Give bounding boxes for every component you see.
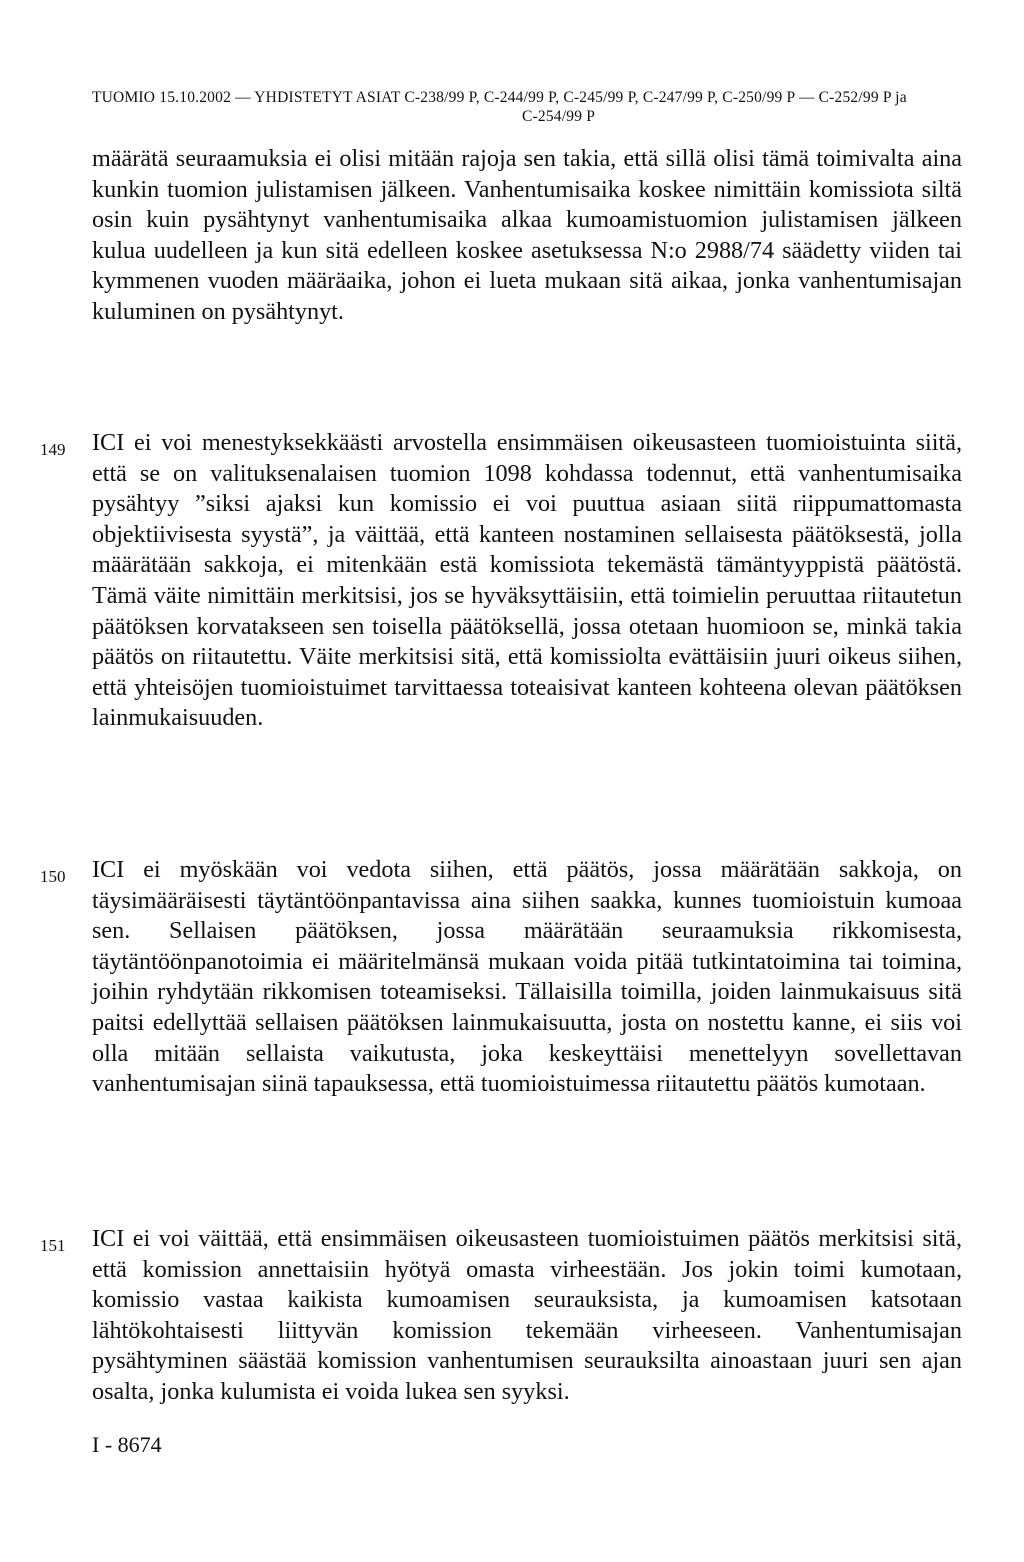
header-line-2: C-254/99 P	[522, 108, 596, 125]
header-line-1: TUOMIO 15.10.2002 — YHDISTETYT ASIAT C-238/99 P, C-244/99 P, C-245/99 P, C-247/99 P, C-250/99 P — C-252/99 P ja	[92, 89, 907, 106]
paragraph-number: 149	[40, 440, 66, 459]
paragraph-number: 151	[40, 1236, 66, 1255]
page-number: I - 8674	[92, 1432, 162, 1457]
paragraph-151-text: ICI ei voi väittää, että ensimmäisen oikeusasteen tuomioistuimen päätös merkitsisi sitä, että komission annettaisiin hyötyä omasta virheestään. Jos jokin toimi kumotaan, komissio vastaa kaikista kumoamisen seurauksista, ja kumoamisen katsotaan lähtökohtaisesti liittyvän komission tekemään virheeseen. Vanhentumisajan pysähtyminen säästää komission vanhentumisen seurauksilta ainoastaan juuri sen ajan osalta, jonka kulumista ei voida lukea sen syyksi.	[92, 1225, 962, 1405]
paragraph-149-text: ICI ei voi menestyksekkäästi arvostella ensimmäisen oikeusasteen tuomioistuinta siitä, että se on valituksenalaisen tuomion 1098 kohdassa todennut, että vanhentumisaika pysähtyy ”siksi ajaksi kun komissio ei voi puuttua asiaan siitä riippumattomasta objektiivisesta syystä”, ja väittää, että kanteen nostaminen sellaisesta päätöksestä, jolla määrätään sakkoja, ei mitenkään estä komissiota tekemästä tämäntyyppistä päätöstä. Tämä väite nimittäin merkitsisi, jos se hyväksyttäisiin, että toimielin peruuttaa riitautetun päätöksen korvatakseen sen toisella päätöksellä, jossa otetaan huomioon se, minkä takia päätös on riitautettu. Väite merkitsisi sitä, että komissiolta evättäisiin juuri oikeus siihen, että yhteisöjen tuomioistuimet tarvittaessa toteaisivat kanteen kohteena olevan päätöksen lainmukaisuuden.	[92, 429, 962, 732]
intro-paragraph: määrätä seuraamuksia ei olisi mitään rajoja sen takia, että sillä olisi tämä toimivalta aina kunkin tuomion julistamisen jälkeen. Vanhentumisaika koskee nimittäin komissiota siltä osin kuin pysähtynyt vanhentumisaika alkaa kumoamistuomion julistamisen jälkeen kulua uudelleen ja kun sitä edelleen koskee asetuksessa N:o 2988/74 säädetty viiden tai kymmenen vuoden määräaika, johon ei lueta mukaan sitä aikaa, jonka vanhentumisajan kuluminen on pysähtynyt.	[92, 145, 962, 325]
paragraph-number: 150	[40, 867, 66, 886]
paragraph-150-text: ICI ei myöskään voi vedota siihen, että päätös, jossa määrätään sakkoja, on täysimääräisesti täytäntöönpantavissa aina siihen saakka, kunnes tuomioistuin kumoaa sen. Sellaisen päätöksen, jossa määrätään seuraamuksia rikkomisesta, täytäntöönpanotoimia ei määritelmänsä mukaan voida pitää tutkintatoimina tai toimina, joihin ryhdytään rikkomisen toteamiseksi. Tällaisilla toimilla, joiden lainmukaisuus sitä paitsi edellyttää sellaisen päätöksen lainmukaisuutta, josta on nostettu kanne, ei siis voi olla mitään sellaista vaikutusta, joka keskeyttäisi menettelyyn sovellettavan vanhentumisajan siinä tapauksessa, että tuomioistuimessa riitautettu päätös kumotaan.	[92, 856, 962, 1098]
running-header	[92, 88, 982, 126]
